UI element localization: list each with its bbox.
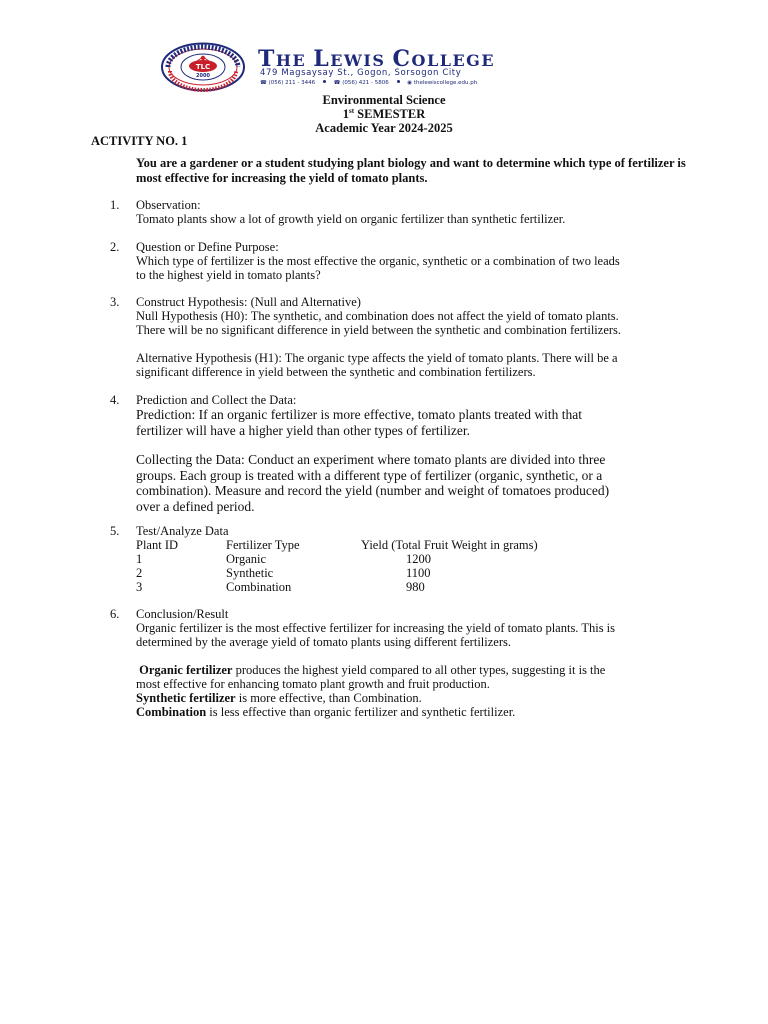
section-title: Conclusion/Result xyxy=(136,607,229,621)
prediction-line: fertilizer will have a higher yield than other types of fertilizer. xyxy=(136,422,470,438)
name-part-ewis: EWIS xyxy=(330,51,393,70)
table-cell: Combination xyxy=(226,580,292,594)
separator-dot xyxy=(397,80,400,83)
section-prediction xyxy=(110,393,690,514)
letterhead xyxy=(160,42,620,92)
synthetic-bold: Synthetic fertilizer xyxy=(136,691,236,705)
alt-hypothesis-line: Alternative Hypothesis (H1): The organic type affects the yield of tomato plants. There will be a xyxy=(136,351,618,365)
section-number: 2. xyxy=(110,240,120,254)
college-seal-logo xyxy=(160,42,246,92)
section-title: Test/Analyze Data xyxy=(136,524,229,538)
conclusion-line: determined by the average yield of tomato plants using different fertilizers. xyxy=(136,635,511,649)
semester-title xyxy=(0,107,768,122)
conclusion-line: Organic fertilizer is the most effective fertilizer for increasing the yield of tomato plants. This is xyxy=(136,621,616,635)
synthetic-text: is more effective, than Combination. xyxy=(235,691,422,705)
organic-line xyxy=(136,663,690,677)
section-number: 3. xyxy=(110,295,120,309)
organic-text: produces the highest yield compared to all other types, suggesting it is the xyxy=(232,663,606,677)
phone-icon: ☎ xyxy=(333,80,341,86)
column-header: Fertilizer Type xyxy=(226,538,300,552)
section-title: Observation: xyxy=(136,198,201,212)
table-row xyxy=(136,580,611,594)
section-number: 6. xyxy=(110,607,120,621)
section-hypothesis xyxy=(110,295,690,379)
section-title: Prediction and Collect the Data: xyxy=(136,393,297,407)
table-cell: Synthetic xyxy=(226,566,274,580)
phone-number-2: (056) 421 - 5806 xyxy=(342,80,389,86)
table-cell: 1100 xyxy=(406,566,431,580)
section-test-analyze xyxy=(110,524,690,594)
collect-line: over a defined period. xyxy=(136,498,255,514)
subject-title: Environmental Science xyxy=(322,93,446,107)
prediction-line: Prediction: If an organic fertilizer is more effective, tomato plants treated with that xyxy=(136,407,582,422)
section-number: 4. xyxy=(110,393,120,407)
combination-bold: Combination xyxy=(136,705,207,719)
seal-year: 2000 xyxy=(196,73,210,79)
yield-data-table xyxy=(136,538,611,594)
table-cell: 2 xyxy=(136,566,143,580)
name-initial-c: C xyxy=(392,46,412,72)
section-text-line: to the highest yield in tomato plants? xyxy=(136,268,321,282)
column-header: Yield (Total Fruit Weight in grams) xyxy=(361,538,538,552)
table-cell: 1 xyxy=(136,552,143,566)
combination-text: is less effective than organic fertilizer and synthetic fertilizer. xyxy=(206,705,516,719)
organic-line-2: most effective for enhancing tomato plant growth and fruit production. xyxy=(136,677,490,691)
null-hypothesis-line: Null Hypothesis (H0): The synthetic, and combination does not affect the yield of tomato plants. xyxy=(136,309,619,323)
section-text: Tomato plants show a lot of growth yield on organic fertilizer than synthetic fertilizer. xyxy=(136,212,566,226)
combination-line xyxy=(136,705,690,719)
seal-abbr: TLC xyxy=(195,63,211,71)
organic-bold: Organic fertilizer xyxy=(139,663,233,677)
null-hypothesis-line: There will be no significant difference in yield between the synthetic and combination fertilizers. xyxy=(136,323,622,337)
name-part-ollege: OLLEGE xyxy=(411,51,496,70)
table-row xyxy=(136,552,611,566)
intro-paragraph: You are a gardener or a student studying plant biology and want to determine which type of fertilizer is most effective for increasing the yield of tomato plants. xyxy=(136,156,686,185)
collect-line: groups. Each group is treated with a different type of fertilizer (organic, synthetic, or a xyxy=(136,467,603,483)
phone-number-1: (056) 211 - 3446 xyxy=(268,80,316,86)
globe-icon: ◉ xyxy=(407,80,413,86)
table-row xyxy=(136,566,611,580)
separator-dot xyxy=(323,80,326,83)
section-question xyxy=(110,240,690,282)
alt-hypothesis-line: significant difference in yield between the synthetic and combination fertilizers. xyxy=(136,365,536,379)
name-initial-t: T xyxy=(258,46,276,72)
section-conclusion xyxy=(110,607,690,719)
synthetic-line xyxy=(136,691,690,705)
semester-number: 1 xyxy=(342,107,349,122)
section-observation xyxy=(110,198,690,226)
semester-ordinal: st xyxy=(348,107,355,115)
name-part-he: HE xyxy=(275,51,314,70)
section-title: Construct Hypothesis: (Null and Alternative) xyxy=(136,295,361,309)
semester-label: SEMESTER xyxy=(354,107,426,122)
section-number: 1. xyxy=(110,198,120,212)
table-cell: Organic xyxy=(226,552,267,566)
phone-icon: ☎ xyxy=(260,80,267,86)
table-cell: 980 xyxy=(406,580,425,594)
table-cell: 3 xyxy=(136,580,143,594)
academic-year: Academic Year 2024-2025 xyxy=(315,121,453,135)
section-text-line: Which type of fertilizer is the most effective the organic, synthetic or a combination of two leads xyxy=(136,254,620,268)
column-header: Plant ID xyxy=(136,538,179,552)
college-contacts xyxy=(260,80,477,86)
collect-line: combination). Measure and record the yield (number and weight of tomatoes produced) xyxy=(136,483,610,498)
collect-line: Collecting the Data: Conduct an experiment where tomato plants are divided into three xyxy=(136,452,606,467)
table-cell: 1200 xyxy=(406,552,431,566)
section-title: Question or Define Purpose: xyxy=(136,240,279,254)
college-address: 479 Magsaysay St., Gogon, Sorsogon City xyxy=(260,68,462,78)
section-number: 5. xyxy=(110,524,120,538)
website-link[interactable]: thelewiscollege.edu.ph xyxy=(413,80,478,86)
activity-title: ACTIVITY NO. 1 xyxy=(91,134,188,148)
table-header-row xyxy=(136,538,611,552)
name-initial-l: L xyxy=(313,46,331,72)
